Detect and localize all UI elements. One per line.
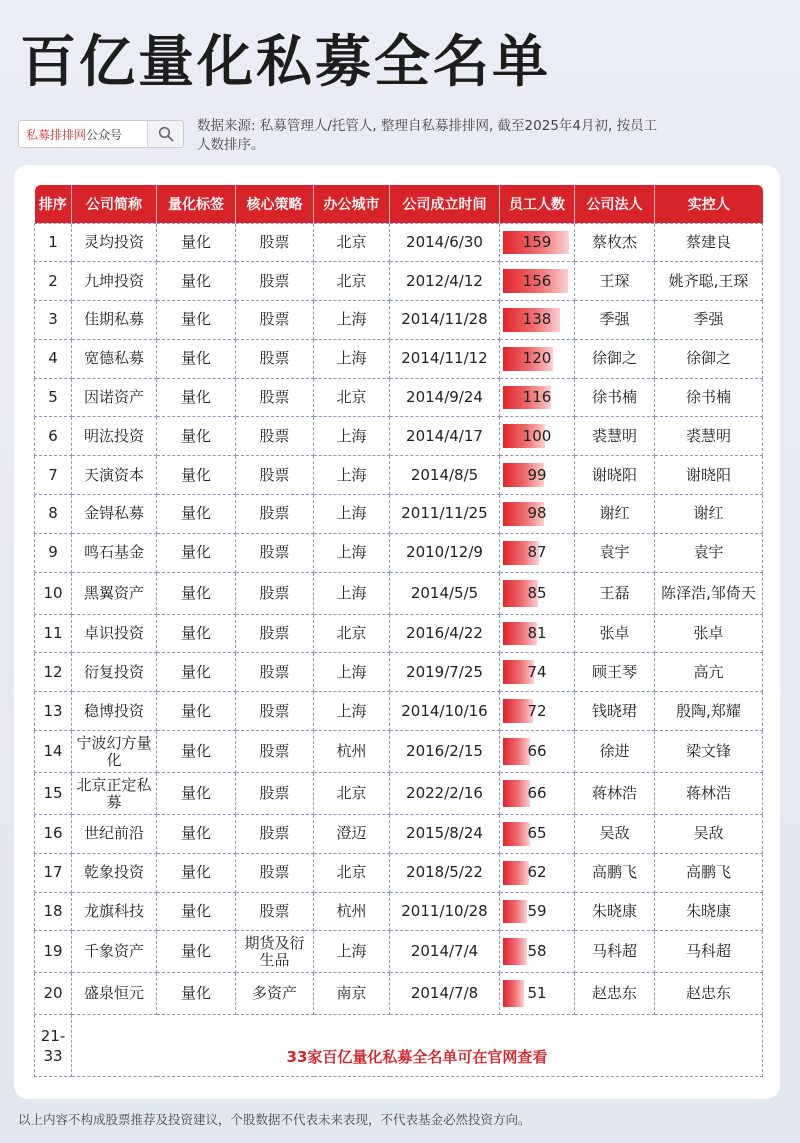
cell-strategy: 股票 — [236, 495, 314, 534]
cell-controller: 陈泽浩,邹倚天 — [655, 572, 763, 614]
table-row — [35, 773, 763, 815]
cell-controller: 朱晓康 — [655, 892, 763, 931]
cell-rank: 19 — [35, 931, 72, 973]
cell-controller: 梁文锋 — [655, 731, 763, 773]
employee-count: 120 — [522, 349, 552, 368]
cell-legal: 王磊 — [575, 572, 655, 614]
cell-city: 上海 — [314, 653, 390, 692]
employee-count: 51 — [527, 984, 547, 1003]
footer-row — [35, 1015, 763, 1077]
cell-rank: 12 — [35, 653, 72, 692]
cell-controller: 徐书楠 — [655, 378, 763, 417]
table-row — [35, 378, 763, 417]
cell-company: 世纪前沿 — [72, 815, 157, 854]
disclaimer: 以上内容不构成股票推荐及投资建议，个股数据不代表未来表现，不代表基金必然投资方向。 — [18, 1112, 531, 1127]
table-row — [35, 931, 763, 973]
cell-tag: 量化 — [157, 262, 236, 301]
cell-rank: 16 — [35, 815, 72, 854]
cell-company: 九坤投资 — [72, 262, 157, 301]
cell-employees — [500, 731, 575, 773]
cell-strategy: 股票 — [236, 378, 314, 417]
cell-legal: 季强 — [575, 301, 655, 340]
cell-founded: 2014/4/17 — [390, 417, 500, 456]
cell-founded: 2016/4/22 — [390, 614, 500, 653]
search-box[interactable] — [18, 120, 184, 148]
cell-founded: 2011/11/25 — [390, 495, 500, 534]
cell-city: 北京 — [314, 773, 390, 815]
header-rank: 排序 — [35, 185, 72, 223]
cell-strategy: 股票 — [236, 815, 314, 854]
cell-controller: 裘慧明 — [655, 417, 763, 456]
cell-controller: 吴敌 — [655, 815, 763, 854]
cell-founded: 2014/8/5 — [390, 456, 500, 495]
cell-founded: 2014/7/8 — [390, 973, 500, 1015]
source-note: 数据来源: 私募管理人/托管人, 整理自私募排排网, 截至2025年4月初, 按员工人数排序。 — [197, 118, 658, 153]
table-row — [35, 339, 763, 378]
cell-city: 上海 — [314, 533, 390, 572]
table-row — [35, 731, 763, 773]
employee-count: 87 — [527, 543, 547, 562]
cell-tag: 量化 — [157, 572, 236, 614]
cell-city: 上海 — [314, 301, 390, 340]
employee-bar — [503, 822, 530, 846]
header-tag: 量化标签 — [157, 185, 236, 223]
employee-bar — [503, 938, 527, 965]
cell-company: 天演资本 — [72, 456, 157, 495]
employee-count: 62 — [527, 863, 547, 882]
search-suffix: 公众号 — [86, 127, 123, 142]
cell-tag: 量化 — [157, 495, 236, 534]
cell-employees — [500, 378, 575, 417]
header-city: 办公城市 — [314, 185, 390, 223]
cell-employees — [500, 262, 575, 301]
cell-employees — [500, 572, 575, 614]
cell-founded: 2016/2/15 — [390, 731, 500, 773]
cell-rank: 2 — [35, 262, 72, 301]
cell-strategy: 股票 — [236, 692, 314, 731]
cell-employees — [500, 339, 575, 378]
cell-founded: 2014/7/4 — [390, 931, 500, 973]
cell-controller: 姚齐聪,王琛 — [655, 262, 763, 301]
cell-company: 宽德私募 — [72, 339, 157, 378]
cell-strategy: 股票 — [236, 223, 314, 262]
cell-city: 上海 — [314, 339, 390, 378]
cell-city: 上海 — [314, 931, 390, 973]
cell-strategy: 股票 — [236, 853, 314, 892]
cell-legal: 朱晓康 — [575, 892, 655, 931]
search-brand: 私募排排网 — [26, 127, 87, 142]
cell-employees — [500, 973, 575, 1015]
table-row — [35, 572, 763, 614]
search-button[interactable] — [147, 121, 183, 147]
cell-rank: 1 — [35, 223, 72, 262]
table-row — [35, 262, 763, 301]
cell-legal: 王琛 — [575, 262, 655, 301]
header-legal: 公司法人 — [575, 185, 655, 223]
table-body — [35, 223, 763, 1077]
employee-count: 138 — [522, 310, 552, 329]
cell-strategy: 股票 — [236, 773, 314, 815]
cell-employees — [500, 495, 575, 534]
cell-legal: 徐书楠 — [575, 378, 655, 417]
cell-founded: 2010/12/9 — [390, 533, 500, 572]
cell-company: 千象资产 — [72, 931, 157, 973]
cell-strategy: 股票 — [236, 614, 314, 653]
table-row — [35, 223, 763, 262]
employee-bar — [503, 861, 529, 885]
cell-controller: 谢红 — [655, 495, 763, 534]
cell-company: 北京正定私募 — [72, 773, 157, 815]
table-row — [35, 815, 763, 854]
employee-count: 74 — [527, 662, 547, 681]
full-list-link[interactable]: 33家百亿量化私募全名单可在官网查看 — [286, 1048, 548, 1067]
header-row — [35, 185, 763, 223]
cell-strategy: 股票 — [236, 417, 314, 456]
cell-controller: 高亢 — [655, 653, 763, 692]
cell-rank: 8 — [35, 495, 72, 534]
cell-rank: 10 — [35, 572, 72, 614]
cell-strategy: 股票 — [236, 892, 314, 931]
cell-tag: 量化 — [157, 533, 236, 572]
cell-tag: 量化 — [157, 892, 236, 931]
cell-tag: 量化 — [157, 931, 236, 973]
cell-controller: 袁宇 — [655, 533, 763, 572]
header-company: 公司简称 — [72, 185, 157, 223]
cell-tag: 量化 — [157, 378, 236, 417]
employee-bar — [503, 900, 527, 924]
cell-tag: 量化 — [157, 456, 236, 495]
cell-rank: 9 — [35, 533, 72, 572]
cell-legal: 徐御之 — [575, 339, 655, 378]
cell-legal: 高鹏飞 — [575, 853, 655, 892]
cell-employees — [500, 815, 575, 854]
cell-rank: 14 — [35, 731, 72, 773]
cell-strategy: 股票 — [236, 301, 314, 340]
cell-founded: 2018/5/22 — [390, 853, 500, 892]
employee-count: 98 — [527, 504, 547, 523]
employee-count: 116 — [522, 388, 552, 407]
cell-company: 佳期私募 — [72, 301, 157, 340]
table-card — [14, 165, 780, 1099]
cell-city: 上海 — [314, 456, 390, 495]
cell-founded: 2012/4/12 — [390, 262, 500, 301]
cell-tag: 量化 — [157, 653, 236, 692]
cell-city: 澄迈 — [314, 815, 390, 854]
cell-legal: 吴敌 — [575, 815, 655, 854]
cell-founded: 2014/9/24 — [390, 378, 500, 417]
employee-count: 58 — [527, 942, 547, 961]
employee-count: 81 — [527, 624, 547, 643]
cell-strategy: 股票 — [236, 653, 314, 692]
employee-count: 66 — [527, 742, 547, 761]
cell-rank: 13 — [35, 692, 72, 731]
cell-controller: 蔡建良 — [655, 223, 763, 262]
table-row — [35, 301, 763, 340]
cell-founded: 2014/6/30 — [390, 223, 500, 262]
employee-count: 156 — [522, 271, 552, 290]
cell-founded: 2014/11/12 — [390, 339, 500, 378]
cell-strategy: 股票 — [236, 731, 314, 773]
table-row — [35, 973, 763, 1015]
cell-city: 南京 — [314, 973, 390, 1015]
footer-rank: 21-33 — [35, 1015, 72, 1077]
cell-tag: 量化 — [157, 339, 236, 378]
table-row — [35, 495, 763, 534]
employee-count: 159 — [522, 232, 552, 251]
cell-controller: 季强 — [655, 301, 763, 340]
cell-controller: 马科超 — [655, 931, 763, 973]
cell-company: 盛泉恒元 — [72, 973, 157, 1015]
cell-city: 杭州 — [314, 892, 390, 931]
cell-legal: 赵忠东 — [575, 973, 655, 1015]
cell-company: 衍复投资 — [72, 653, 157, 692]
cell-rank: 7 — [35, 456, 72, 495]
cell-legal: 徐进 — [575, 731, 655, 773]
table-row — [35, 892, 763, 931]
header-employees: 员工人数 — [500, 185, 575, 223]
cell-company: 宁波幻方量化 — [72, 731, 157, 773]
cell-controller: 赵忠东 — [655, 973, 763, 1015]
cell-company: 黑翼资产 — [72, 572, 157, 614]
cell-tag: 量化 — [157, 614, 236, 653]
cell-rank: 17 — [35, 853, 72, 892]
cell-founded: 2015/8/24 — [390, 815, 500, 854]
cell-legal: 钱晓珺 — [575, 692, 655, 731]
cell-employees — [500, 853, 575, 892]
cell-controller: 高鹏飞 — [655, 853, 763, 892]
cell-employees — [500, 931, 575, 973]
cell-city: 上海 — [314, 692, 390, 731]
page-title: 百亿量化私募全名单 — [20, 30, 551, 95]
cell-employees — [500, 301, 575, 340]
cell-city: 北京 — [314, 262, 390, 301]
cell-strategy: 股票 — [236, 339, 314, 378]
cell-tag: 量化 — [157, 223, 236, 262]
cell-tag: 量化 — [157, 301, 236, 340]
cell-employees — [500, 614, 575, 653]
table-row — [35, 653, 763, 692]
cell-company: 明汯投资 — [72, 417, 157, 456]
cell-rank: 15 — [35, 773, 72, 815]
cell-rank: 6 — [35, 417, 72, 456]
table-row — [35, 692, 763, 731]
cell-employees — [500, 533, 575, 572]
cell-controller: 徐御之 — [655, 339, 763, 378]
cell-rank: 5 — [35, 378, 72, 417]
employee-count: 65 — [527, 824, 547, 843]
cell-legal: 顾王琴 — [575, 653, 655, 692]
cell-rank: 4 — [35, 339, 72, 378]
cell-employees — [500, 223, 575, 262]
cell-rank: 11 — [35, 614, 72, 653]
cell-legal: 张卓 — [575, 614, 655, 653]
cell-company: 乾象投资 — [72, 853, 157, 892]
cell-tag: 量化 — [157, 731, 236, 773]
cell-legal: 马科超 — [575, 931, 655, 973]
cell-city: 杭州 — [314, 731, 390, 773]
employee-bar — [503, 980, 524, 1007]
cell-tag: 量化 — [157, 853, 236, 892]
cell-controller: 张卓 — [655, 614, 763, 653]
cell-company: 卓识投资 — [72, 614, 157, 653]
cell-controller: 谢晓阳 — [655, 456, 763, 495]
table-row — [35, 614, 763, 653]
cell-employees — [500, 456, 575, 495]
cell-rank: 20 — [35, 973, 72, 1015]
employee-bar — [503, 738, 530, 765]
cell-legal: 蒋林浩 — [575, 773, 655, 815]
table-row — [35, 533, 763, 572]
header-strategy: 核心策略 — [236, 185, 314, 223]
employee-count: 59 — [527, 902, 547, 921]
employee-count: 100 — [522, 426, 552, 445]
cell-founded: 2011/10/28 — [390, 892, 500, 931]
cell-employees — [500, 653, 575, 692]
table-row — [35, 853, 763, 892]
cell-tag: 量化 — [157, 815, 236, 854]
cell-controller: 蒋林浩 — [655, 773, 763, 815]
cell-company: 稳博投资 — [72, 692, 157, 731]
cell-founded: 2014/11/28 — [390, 301, 500, 340]
cell-strategy: 股票 — [236, 262, 314, 301]
cell-founded: 2014/10/16 — [390, 692, 500, 731]
cell-founded: 2019/7/25 — [390, 653, 500, 692]
cell-employees — [500, 773, 575, 815]
footer-cell — [72, 1015, 763, 1077]
cell-strategy: 多资产 — [236, 973, 314, 1015]
cell-tag: 量化 — [157, 417, 236, 456]
ranking-table — [34, 185, 763, 1077]
cell-city: 北京 — [314, 378, 390, 417]
cell-company: 因诺资产 — [72, 378, 157, 417]
employee-count: 99 — [527, 465, 547, 484]
cell-founded: 2022/2/16 — [390, 773, 500, 815]
cell-legal: 谢晓阳 — [575, 456, 655, 495]
cell-city: 上海 — [314, 417, 390, 456]
cell-company: 鸣石基金 — [72, 533, 157, 572]
cell-strategy: 股票 — [236, 572, 314, 614]
cell-legal: 袁宇 — [575, 533, 655, 572]
cell-legal: 谢红 — [575, 495, 655, 534]
cell-tag: 量化 — [157, 773, 236, 815]
cell-company: 金锝私募 — [72, 495, 157, 534]
cell-company: 龙旗科技 — [72, 892, 157, 931]
cell-legal: 裘慧明 — [575, 417, 655, 456]
cell-employees — [500, 417, 575, 456]
cell-tag: 量化 — [157, 692, 236, 731]
cell-company: 灵均投资 — [72, 223, 157, 262]
search-icon — [158, 126, 174, 142]
cell-strategy: 期货及衍生品 — [236, 931, 314, 973]
cell-employees — [500, 692, 575, 731]
cell-city: 北京 — [314, 223, 390, 262]
cell-city: 北京 — [314, 853, 390, 892]
cell-strategy: 股票 — [236, 456, 314, 495]
table-row — [35, 417, 763, 456]
header-controller: 实控人 — [655, 185, 763, 223]
cell-employees — [500, 892, 575, 931]
employee-count: 85 — [527, 583, 547, 602]
cell-city: 上海 — [314, 495, 390, 534]
employee-count: 72 — [527, 701, 547, 720]
cell-strategy: 股票 — [236, 533, 314, 572]
cell-city: 上海 — [314, 572, 390, 614]
cell-founded: 2014/5/5 — [390, 572, 500, 614]
cell-city: 北京 — [314, 614, 390, 653]
header-founded: 公司成立时间 — [390, 185, 500, 223]
cell-rank: 18 — [35, 892, 72, 931]
employee-count: 66 — [527, 784, 547, 803]
cell-legal: 蔡枚杰 — [575, 223, 655, 262]
employee-bar — [503, 780, 530, 807]
table-row — [35, 456, 763, 495]
cell-tag: 量化 — [157, 973, 236, 1015]
cell-controller: 殷陶,郑耀 — [655, 692, 763, 731]
cell-rank: 3 — [35, 301, 72, 340]
